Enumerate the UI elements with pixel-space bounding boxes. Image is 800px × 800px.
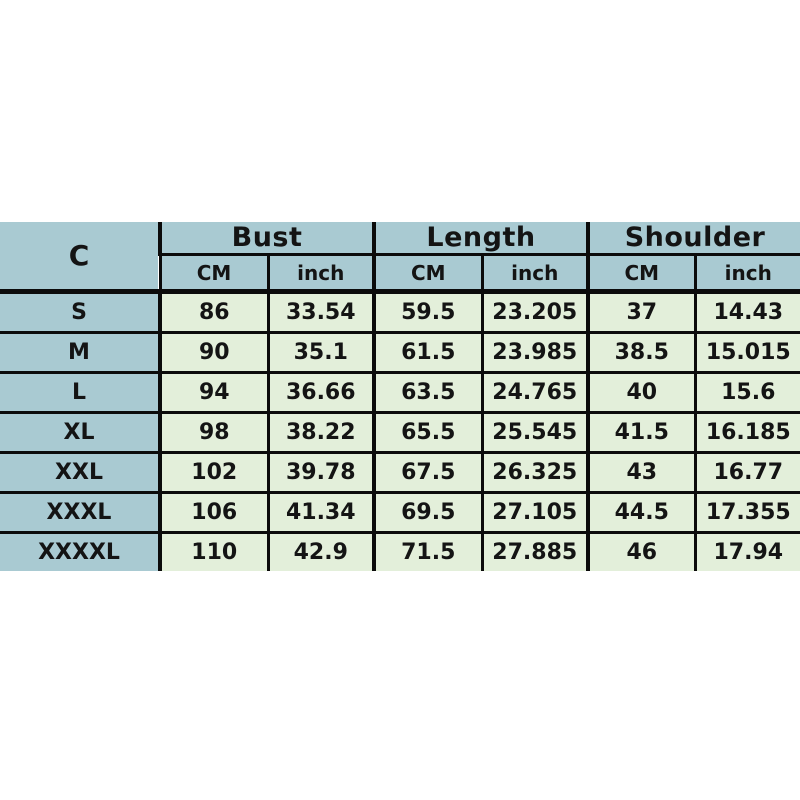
- data-cell: 59.5: [374, 292, 482, 333]
- unit-header-length-inch: inch: [482, 255, 588, 292]
- unit-header-shoulder-cm: CM: [588, 255, 695, 292]
- data-cell: 38.22: [268, 413, 374, 453]
- group-header-bust: Bust: [160, 222, 374, 255]
- data-cell: 110: [160, 533, 268, 572]
- table-row-m: [0, 333, 800, 373]
- unit-header-length-cm: CM: [374, 255, 482, 292]
- data-cell: 25.545: [482, 413, 588, 453]
- data-cell: 16.77: [695, 453, 800, 493]
- data-cell: 94: [160, 373, 268, 413]
- data-cell: 86: [160, 292, 268, 333]
- data-cell: 27.105: [482, 493, 588, 533]
- unit-header-bust-inch: inch: [268, 255, 374, 292]
- size-cell: S: [0, 292, 160, 333]
- unit-header-shoulder-inch: inch: [695, 255, 800, 292]
- corner-header-cell: C: [0, 222, 160, 292]
- group-header-shoulder: Shoulder: [588, 222, 800, 255]
- data-cell: 23.985: [482, 333, 588, 373]
- data-cell: 17.355: [695, 493, 800, 533]
- data-cell: 71.5: [374, 533, 482, 572]
- data-cell: 27.885: [482, 533, 588, 572]
- group-header-length: Length: [374, 222, 588, 255]
- data-cell: 37: [588, 292, 695, 333]
- size-cell: XXL: [0, 453, 160, 493]
- data-cell: 40: [588, 373, 695, 413]
- data-cell: 46: [588, 533, 695, 572]
- data-cell: 43: [588, 453, 695, 493]
- group-header-row: [0, 222, 800, 255]
- table-row-l: [0, 373, 800, 413]
- data-cell: 15.6: [695, 373, 800, 413]
- data-cell: 102: [160, 453, 268, 493]
- size-cell: M: [0, 333, 160, 373]
- data-cell: 41.5: [588, 413, 695, 453]
- data-cell: 69.5: [374, 493, 482, 533]
- data-cell: 42.9: [268, 533, 374, 572]
- unit-header-bust-cm: CM: [160, 255, 268, 292]
- data-cell: 39.78: [268, 453, 374, 493]
- data-cell: 26.325: [482, 453, 588, 493]
- data-cell: 67.5: [374, 453, 482, 493]
- data-cell: 14.43: [695, 292, 800, 333]
- size-cell: XXXXL: [0, 533, 160, 572]
- data-cell: 36.66: [268, 373, 374, 413]
- data-cell: 16.185: [695, 413, 800, 453]
- data-cell: 90: [160, 333, 268, 373]
- data-cell: 23.205: [482, 292, 588, 333]
- table-row-s: [0, 292, 800, 333]
- data-cell: 35.1: [268, 333, 374, 373]
- size-cell: XXXL: [0, 493, 160, 533]
- data-cell: 38.5: [588, 333, 695, 373]
- table-row-xxxl: [0, 493, 800, 533]
- size-cell: L: [0, 373, 160, 413]
- data-cell: 44.5: [588, 493, 695, 533]
- data-cell: 106: [160, 493, 268, 533]
- table-row-xxxxl: [0, 533, 800, 572]
- data-cell: 33.54: [268, 292, 374, 333]
- data-cell: 15.015: [695, 333, 800, 373]
- size-cell: XL: [0, 413, 160, 453]
- data-cell: 41.34: [268, 493, 374, 533]
- table-row-xl: [0, 413, 800, 453]
- data-cell: 98: [160, 413, 268, 453]
- data-cell: 17.94: [695, 533, 800, 572]
- data-cell: 61.5: [374, 333, 482, 373]
- size-chart-table: [0, 222, 800, 571]
- data-cell: 63.5: [374, 373, 482, 413]
- table-row-xxl: [0, 453, 800, 493]
- data-cell: 24.765: [482, 373, 588, 413]
- data-cell: 65.5: [374, 413, 482, 453]
